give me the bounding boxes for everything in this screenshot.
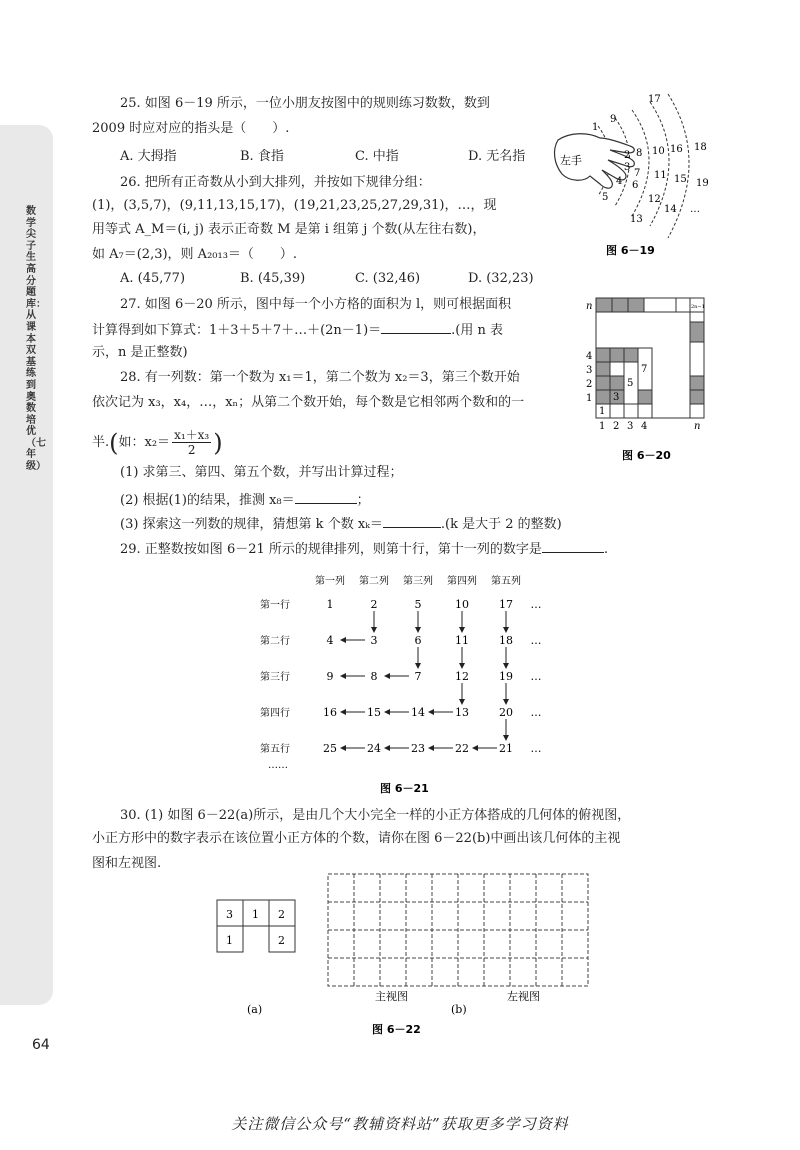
figure-6-19 [540,88,720,260]
q27-line2 [92,321,503,339]
q25-option-a: A. 大拇指 [120,149,177,164]
fig621-ellipsis-h: … [530,742,542,755]
fig621-cell: 5 [414,598,422,611]
q29-answer-blank[interactable] [542,540,604,553]
fig621-ellipsis-h: … [530,598,542,611]
fig619-num-5: 5 [602,192,609,203]
fig621-column-header: 第四列 [447,576,477,587]
q28-line1: 28. 有一列数：第一个数为 x₁＝1，第二个数为 x₂＝3，第三个数开始 [120,370,520,385]
q27-line2b: .(用 n 表 [451,323,503,338]
q28-frac-den: 2 [187,443,196,457]
fig621-cell: 19 [499,670,513,683]
fig620-cell-3: 3 [613,392,620,403]
q26-line3: 用等式 A_M＝(i, j) 表示正奇数 M 是第 i 组第 j 个数(从左往右数)， [92,222,486,237]
fig619-num-16: 16 [670,144,683,155]
q30-line2: 小正方形中的数字表示在该位置小正方体的个数，请你在图 6－22(b)中画出该几何体的主视 [92,831,621,846]
fig622-label-a: (a) [247,1003,263,1016]
fig619-num-12: 12 [648,194,661,205]
fig621-cell: 1 [326,598,334,611]
fig622-label-b: (b) [451,1003,467,1016]
fig620-caption: 图 6－20 [622,449,671,462]
fig621-cell: 4 [326,634,334,647]
fig621-cell: 2 [370,598,378,611]
fig621-column-header: 第五列 [491,576,521,587]
fig621-row-header: 第二行 [260,636,290,647]
footer-note: 关注微信公众号“教辅资料站”获取更多学习资料 [231,1115,569,1133]
q25-option-d: D. 无名指 [468,149,526,164]
q28-sub3 [120,515,562,533]
fig620-bottom-3: 3 [627,421,634,432]
fig620-bottom-n: n [694,421,701,432]
fig620-cell-7: 7 [641,364,648,375]
q26-option-b: B. (45,39) [240,271,306,286]
fig621-column-header: 第二列 [359,576,389,587]
fig621-ellipsis-h: … [530,634,542,647]
q26-option-a: A. (45,77) [120,271,186,286]
q29-line1a: 29. 正整数按如图 6－21 所示的规律排列，则第十行，第十一列的数字是 [120,542,542,557]
fig621-cell: 13 [455,706,469,719]
fig620-left-1: 1 [586,393,593,404]
fig622-cell-r2c3: 2 [278,934,285,947]
fig619-dots: … [690,204,700,215]
fig622-cell-r1c3: 2 [278,908,285,921]
q29-line1b: . [603,542,609,557]
fig621-cell: 9 [326,670,334,683]
fig622-cell-r1c2: 1 [252,908,259,921]
fig620-shaded-cells [596,298,704,404]
q28-sub3b: .(k 是大于 2 的整数) [440,517,562,532]
fig619-num-19: 19 [696,178,709,189]
q28-line3a: 半. [92,434,110,450]
q26-option-c: C. (32,46) [355,271,421,286]
fig621-cell: 14 [411,706,425,719]
fig621-row-header: 第五行 [260,744,290,755]
fig620-left-4: 4 [586,351,593,362]
fig619-num-7: 7 [634,168,641,179]
q26-option-d: D. (32,23) [468,271,534,286]
q28-sub1: (1) 求第三、第四、第五个数，并写出计算过程； [120,465,403,480]
q26-line4: 如 A₇＝(2,3)，则 A₂₀₁₃＝（ ）. [92,247,298,262]
fig621-column-header: 第三列 [403,576,433,587]
q29-line1 [120,540,608,558]
fig621-cell: 25 [323,742,337,755]
q28-frac-num: x₁＋x₃ [174,428,210,442]
fig621-row-header: 第三行 [260,672,290,683]
fig622-caption: 图 6－22 [372,1023,421,1036]
figure-6-20 [584,292,720,464]
q28-fraction [172,428,211,457]
fig619-caption: 图 6－19 [606,244,655,257]
fig620-bottom-4: 4 [641,421,648,432]
fig619-num-1: 1 [592,122,599,133]
fig621-cell: 3 [370,634,378,647]
q25-line2: 2009 时应对应的指头是（ ）. [92,121,290,136]
fig621-cell: 8 [370,670,378,683]
fig619-num-10: 10 [652,146,665,157]
fig621-cell: 10 [455,598,469,611]
fig620-cell-5: 5 [627,378,634,389]
fig622-cell-r1c1: 3 [226,908,233,921]
q28-line2: 依次记为 x₃，x₄，…，xₙ；从第二个数开始，每个数是它相邻两个数和的一 [92,395,525,410]
q26-line2: (1)，(3,5,7)，(9,11,13,15,17)，(19,21,23,25,27,29,31)，…，现 [92,198,497,213]
fig621-ellipsis-v: …… [268,760,288,771]
fig619-num-6: 6 [632,180,639,191]
fig619-num-2: 2 [624,150,631,161]
q28-line3: 半. ( 如：x₂＝ $\frac{\text{x₁＋x₃}}{2}$ ) [92,428,223,457]
q25-line1: 25. 如图 6－19 所示，一位小朋友按图中的规则练习数数，数到 [120,96,490,111]
fig620-bottom-2: 2 [613,421,620,432]
q28-sub3-blank[interactable] [383,515,441,528]
fig621-row-header: 第四行 [260,708,290,719]
fig620-bottom-1: 1 [599,421,606,432]
fig620-corner: 2n−1 [691,304,705,310]
fig619-num-11: 11 [654,170,667,181]
fig621-cell: 7 [414,670,422,683]
fig622-left-view-label: 左视图 [507,990,540,1003]
q30-line1: 30. (1) 如图 6－22(a)所示，是由几个大小完全一样的小正方体搭成的几何体的俯视图， [120,808,631,823]
fig620-cell-1: 1 [599,406,606,417]
q28-sub2b: ； [356,493,370,508]
q28-line3b: 如：x₂＝ [118,434,171,450]
q28-sub3a: (3) 探索这一列数的规律，猜想第 k 个数 xₖ＝ [120,517,383,532]
q25-option-b: B. 食指 [240,149,284,164]
fig621-caption: 图 6－21 [380,782,429,795]
fig621-column-header: 第一列 [315,576,345,587]
fig621-ellipsis-h: … [530,706,542,719]
fig620-left-n: n [586,301,593,312]
fig621-cell: 16 [323,706,337,719]
fig622-top-view-numbers [226,908,285,947]
fig621-cell: 15 [367,706,381,719]
q27-answer-blank[interactable] [381,321,451,334]
fig619-num-17: 17 [648,94,661,105]
fig619-num-4: 4 [616,176,623,187]
fig621-cell: 20 [499,706,513,719]
fig619-num-14: 14 [664,204,677,215]
fig621-cell: 24 [367,742,381,755]
q27-line2a: 计算得到如下算式：1＋3＋5＋7＋…＋(2n－1)＝ [92,323,382,338]
fig621-cell: 12 [455,670,469,683]
fig621-cell: 6 [414,634,422,647]
fig619-num-3: 3 [624,162,631,173]
side-tab-title: 数学尖子生高分题库：从课本双基练到奥数培优（七年级） [26,206,46,473]
q26-line1: 26. 把所有正奇数从小到大排列，并按如下规律分组： [120,175,431,190]
fig621-cell: 23 [411,742,425,755]
fig621-ellipsis-h: … [530,670,542,683]
figure-6-21 [240,570,570,802]
fig621-cell: 22 [455,742,469,755]
fig619-num-18: 18 [694,142,707,153]
page-number: 64 [32,1037,50,1053]
fig619-num-8: 8 [636,148,643,159]
fig619-hand-label: 左手 [560,154,582,167]
q25-option-c: C. 中指 [355,149,399,164]
fig620-left-2: 2 [586,379,593,390]
fig621-cell: 18 [499,634,513,647]
fig619-num-15: 15 [674,174,687,185]
fig621-cell: 17 [499,598,513,611]
q27-line1: 27. 如图 6－20 所示，图中每一个小方格的面积为 l，则可根据面积 [120,297,512,312]
figure-6-22 [205,870,595,1038]
fig622-cell-r2c1: 1 [226,934,233,947]
fig621-row-header: 第一行 [260,600,290,611]
fig620-left-3: 3 [586,365,593,376]
fig622-drawing-grid[interactable] [328,874,588,986]
q30-line3: 图和左视图. [92,856,162,871]
q28-sub2 [120,491,370,509]
fig619-num-9: 9 [610,114,617,125]
q28-sub2a: (2) 根据(1)的结果，推测 x₈＝ [120,493,295,508]
fig621-cell: 11 [455,634,469,647]
fig622-front-view-label: 主视图 [375,990,408,1003]
fig621-cell: 21 [499,742,513,755]
q28-sub2-blank[interactable] [295,491,357,504]
fig619-num-13: 13 [630,214,643,225]
q27-line3: 示，n 是正整数) [92,345,188,360]
